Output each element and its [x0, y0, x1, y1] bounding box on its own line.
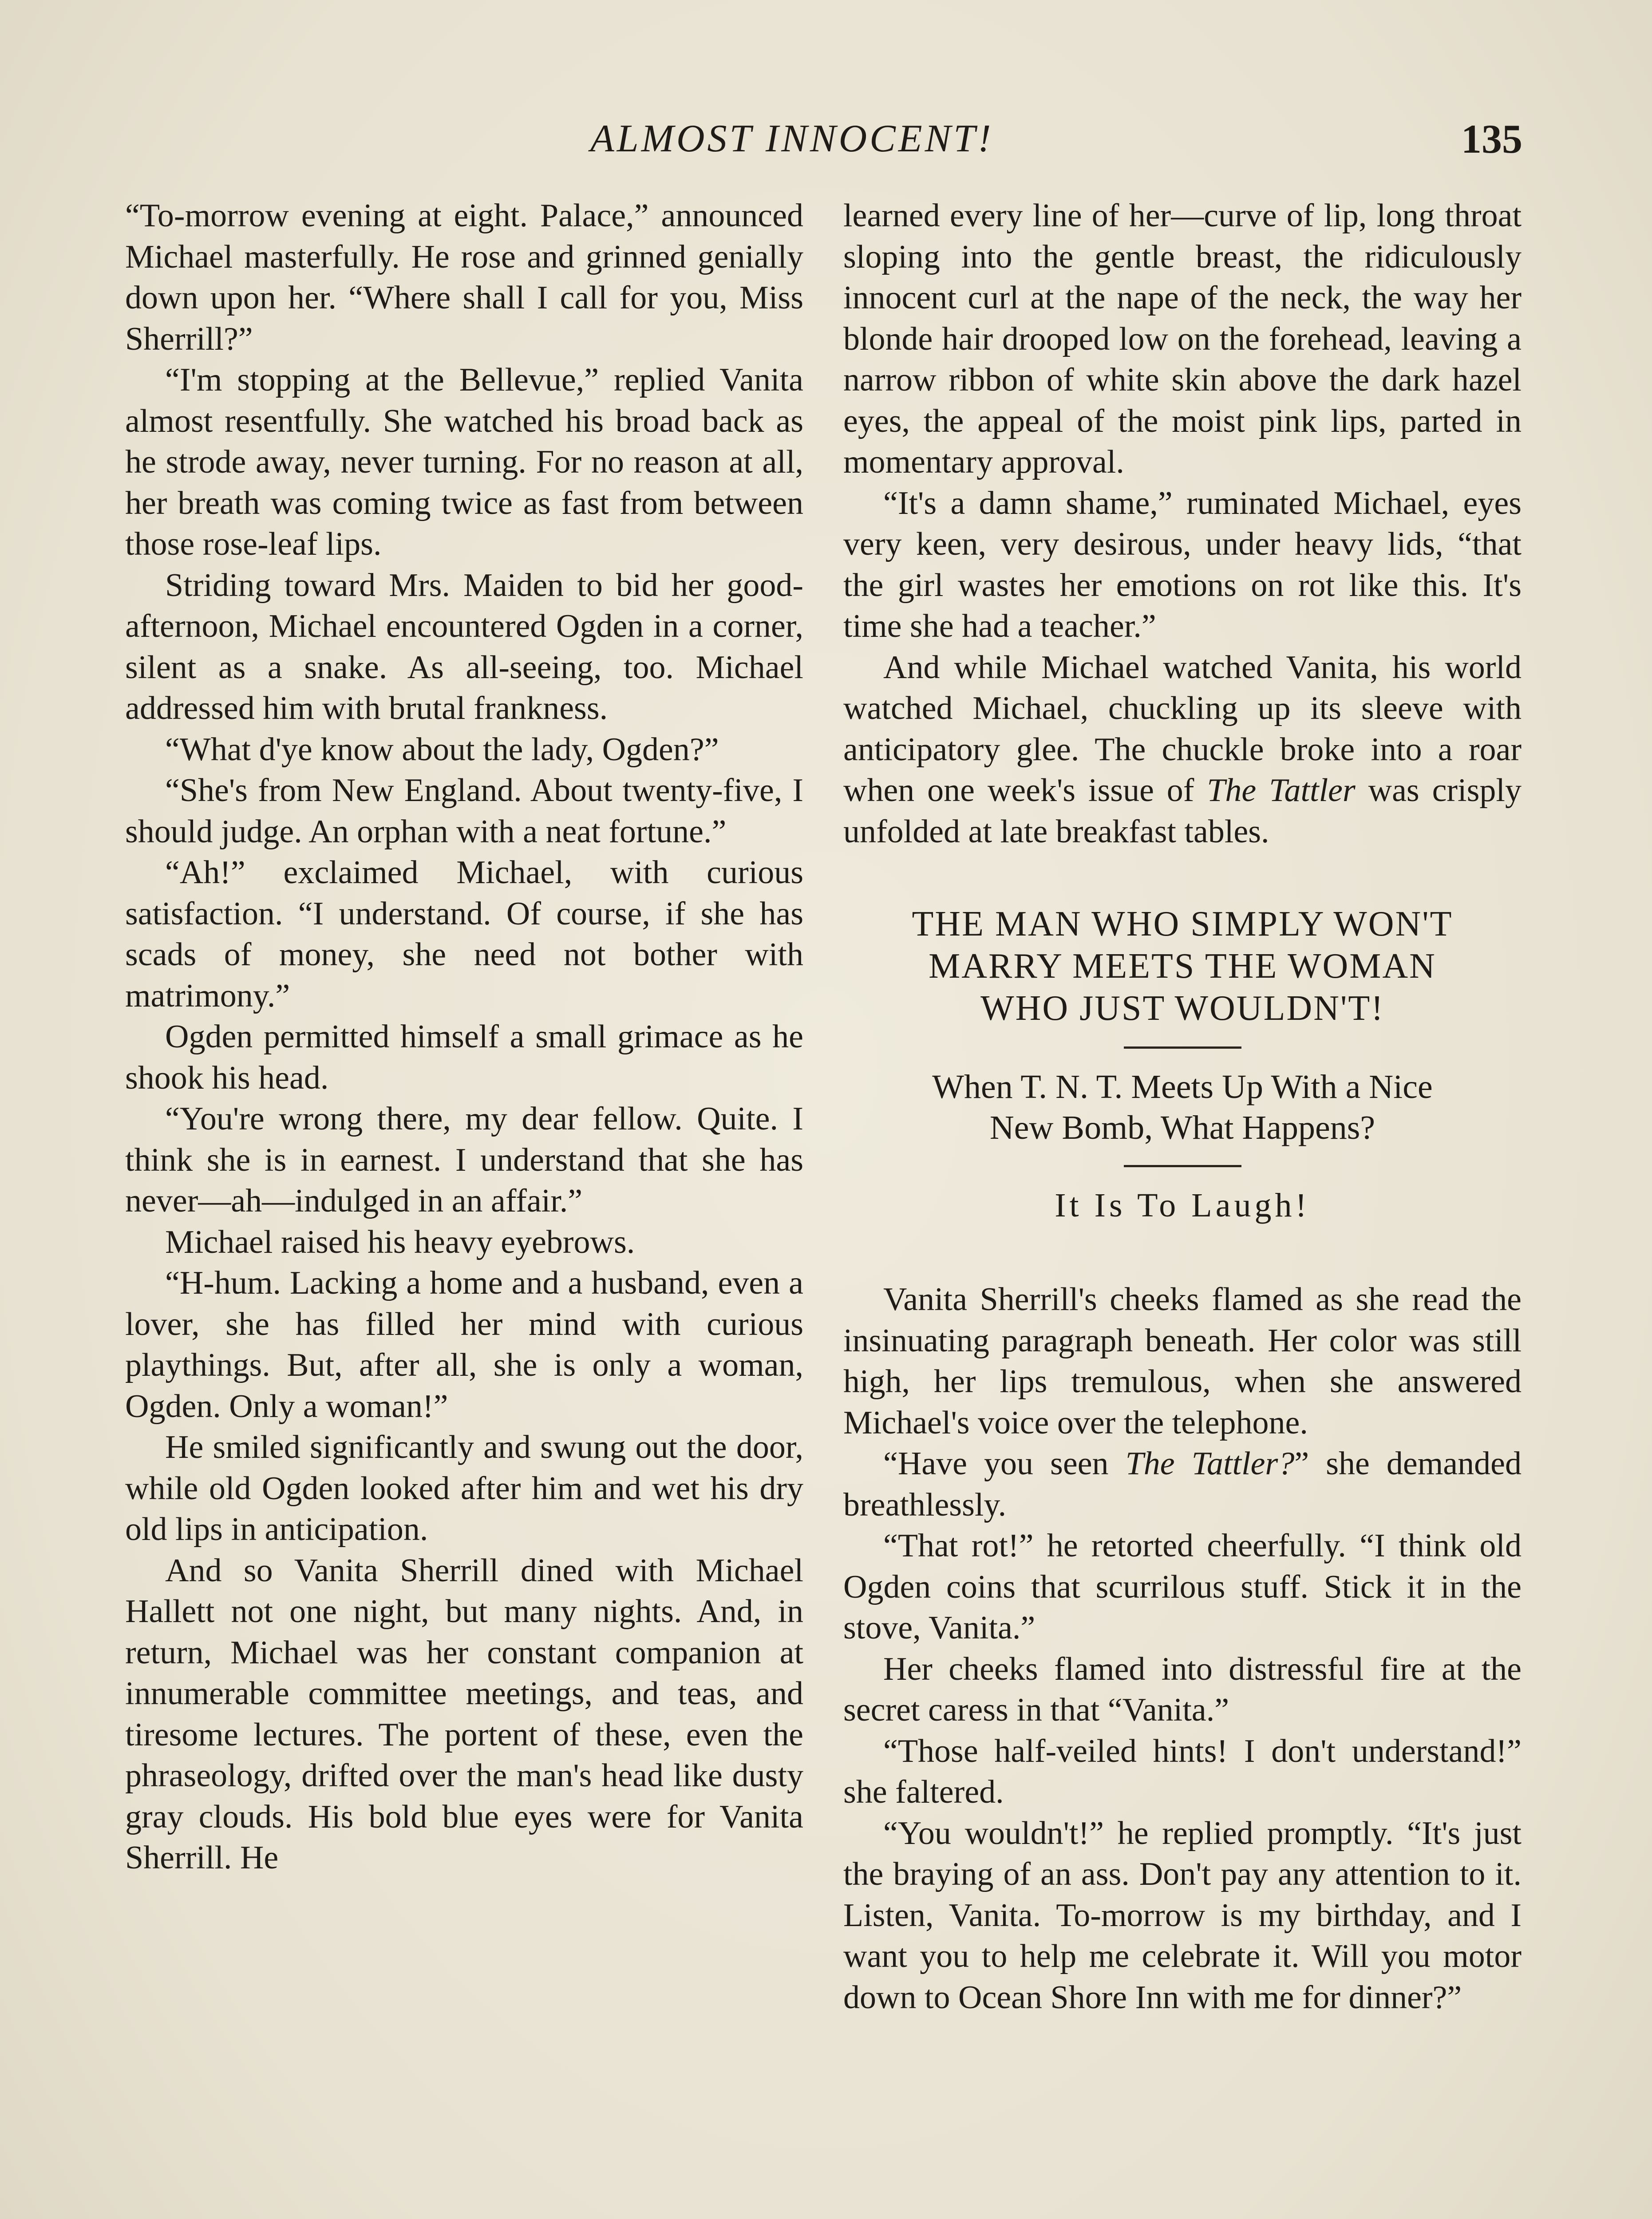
paragraph: “It's a damn shame,” ruminated Michael, eyes very keen, very desirous, under heavy lids, “that the girl wastes her emotions on rot like this. It's time she had a teacher.”	[843, 485, 1522, 644]
paragraph: “To-morrow evening at eight. Palace,” announced Michael masterfully. He rose and grinned genially down upon her. “Where shall I call for you, Miss Sherrill?”	[125, 197, 803, 357]
paragraph: “What d'ye know about the lady, Ogden?”	[165, 731, 719, 768]
paragraph: “H-hum. Lacking a home and a husband, even a lover, she has filled her mind with curious playthings. But, after all, she is only a woman, Ogden. Only a woman!”	[125, 1265, 803, 1425]
headline-line: MARRY MEETS THE WOMAN	[929, 947, 1436, 986]
subheadline-line: New Bomb, What Happens?	[989, 1109, 1375, 1146]
right-column	[843, 195, 1522, 2018]
paragraph: “You're wrong there, my dear fellow. Quite. I think she is in earnest. I understand that she has never—ah—indulged in an affair.”	[125, 1101, 803, 1219]
subheadline-line: When T. N. T. Meets Up With a Nice	[932, 1068, 1433, 1106]
paragraph	[843, 1443, 1522, 1525]
left-column	[125, 195, 803, 1879]
text-run: And while Michael watched Vanita, his world watched Michael, chuckling up its sleeve with anticipatory glee. The chuckle broke into a roar when one week's issue of	[843, 649, 1522, 809]
headline-line: WHO JUST WOULDN'T!	[980, 989, 1384, 1028]
text-run: was crisply unfolded at late breakfast tables.	[843, 772, 1522, 850]
paragraph: Vanita Sherrill's cheeks flamed as she read the insinuating paragraph beneath. Her color was still high, her lips tremulous, when she answered Michael's voice over the telephone.	[843, 1281, 1522, 1441]
paragraph: Striding toward Mrs. Maiden to bid her good-afternoon, Michael encountered Ogden in a corner, silent as a snake. As all-seeing, too. Michael addressed him with brutal frankness.	[125, 567, 803, 727]
paragraph: And so Vanita Sherrill dined with Michael Hallett not one night, but many nights. And, in return, Michael was her constant companion at innumerable committee meetings, and teas, and tiresome lectures. The portent of these, even the phraseology, drifted over the man's head like dusty gray clouds. His bold blue eyes were for Vanita Sherrill. He	[125, 1552, 803, 1876]
paragraph: Michael raised his heavy eyebrows.	[165, 1224, 635, 1260]
paragraph: “Those half-veiled hints! I don't understand!” she faltered.	[843, 1733, 1522, 1810]
text-run: ” she demanded breathlessly.	[843, 1445, 1522, 1523]
paragraph: “Ah!” exclaimed Michael, with curious satisfaction. “I understand. Of course, if she has scads of money, she need not bother with matrimony.”	[125, 854, 803, 1014]
tabloid-headline	[843, 903, 1522, 1030]
running-head: ALMOST INNOCENT!	[590, 117, 994, 160]
paragraph: “She's from New England. About twenty-five, I should judge. An orphan with a neat fortune.”	[125, 772, 803, 850]
page-number: 135	[1461, 116, 1522, 162]
paragraph: Ogden permitted himself a small grimace as he shook his head.	[125, 1019, 803, 1096]
paragraph: He smiled significantly and swung out the door, while old Ogden looked after him and wet his dry old lips in anticipation.	[125, 1429, 803, 1548]
paragraph: “You wouldn't!” he replied promptly. “It's just the braying of an ass. Don't pay any attention to it. Listen, Vanita. To-morrow is my birthday, and I want you to help me celebrate it. Will you motor down to Ocean Shore Inn with me for dinner?”	[843, 1815, 1522, 2016]
divider-rule	[1124, 1046, 1241, 1049]
paragraph: “I'm stopping at the Bellevue,” replied Vanita almost resentfully. She watched his broad back as he strode away, never turning. For no reason at all, her breath was coming twice as fast from between those rose-leaf lips.	[125, 362, 803, 562]
subheadline	[843, 1066, 1522, 1148]
publication-title: The Tattler	[1207, 772, 1356, 809]
divider-rule	[1124, 1165, 1241, 1167]
paragraph: learned every line of her—curve of lip, long throat sloping into the gentle breast, the ridiculously innocent curl at the nape of the neck, the way her blonde hair drooped low on the forehead, leaving a narrow ribbon of white skin above the dark hazel eyes, the appeal of the moist pink lips, parted in momentary approval.	[843, 197, 1522, 480]
tagline: It Is To Laugh!	[1055, 1187, 1310, 1224]
headline-line: THE MAN WHO SIMPLY WON'T	[912, 904, 1453, 944]
text-run: “Have you seen	[883, 1445, 1126, 1482]
paragraph	[843, 647, 1522, 853]
paragraph: Her cheeks flamed into distressful fire at the secret caress in that “Vanita.”	[843, 1650, 1522, 1728]
paragraph: “That rot!” he retorted cheerfully. “I think old Ogden coins that scurrilous stuff. Stick it in the stove, Vanita.”	[843, 1528, 1522, 1646]
publication-title: The Tattler?	[1125, 1445, 1295, 1482]
